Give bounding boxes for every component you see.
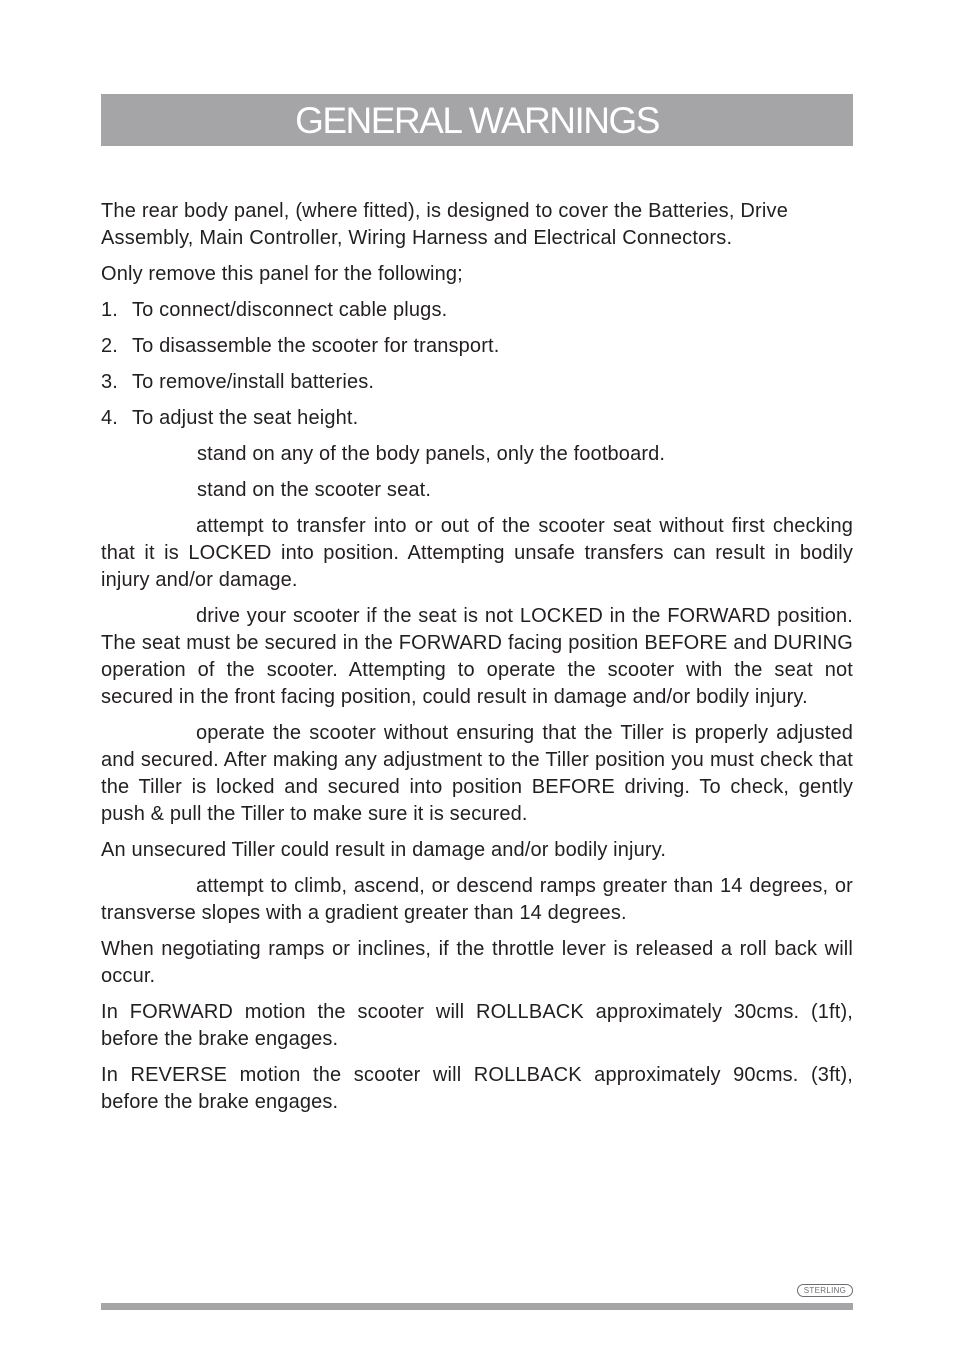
forward-rollback-paragraph: In FORWARD motion the scooter will ROLLBACK approximately 30cms. (1ft), before the brake engages. bbox=[101, 1001, 853, 1050]
remove-panel-paragraph: Only remove this panel for the following; bbox=[101, 263, 463, 285]
warning-ramps-text: attempt to climb, ascend, or descend ramps greater than 14 degrees, or transverse slopes with a gradient greater than 14 degrees. bbox=[101, 875, 853, 924]
intro-paragraph: The rear body panel, (where fitted), is designed to cover the Batteries, Drive Assembly, Main Controller, Wiring Harness and Electrical Connectors. bbox=[101, 200, 789, 249]
list-item-number: 2. bbox=[101, 335, 118, 357]
warning-seat: stand on the scooter seat. bbox=[197, 479, 432, 501]
page-title: GENERAL WARNINGS bbox=[295, 99, 659, 141]
footer-bar bbox=[101, 1303, 853, 1310]
warning-drive-seat-text: drive your scooter if the seat is not LOCKED in the FORWARD position. The seat must be secured in the FORWARD facing position BEFORE and DURING operation of the scooter. Attempting to operate the scooter with the seat not secured in the front facing position, could result in damage and/or bodily injury. bbox=[101, 605, 853, 708]
sterling-logo-text: STERLING bbox=[803, 1285, 847, 1295]
warning-tiller-text: operate the scooter without ensuring that the Tiller is properly adjusted and secured. After making any adjustment to the Tiller position you must check that the Tiller is locked and secured into position BEFORE driving. To check, gently push & pull the Tiller to make sure it is secured. bbox=[101, 722, 853, 825]
warning-transfer bbox=[101, 513, 853, 594]
list-item-number: 3. bbox=[101, 371, 118, 393]
warning-tiller bbox=[101, 720, 853, 828]
reverse-rollback-paragraph: In REVERSE motion the scooter will ROLLBACK approximately 90cms. (3ft), before the brake engages. bbox=[101, 1064, 853, 1113]
warning-body-panels: stand on any of the body panels, only the footboard. bbox=[197, 443, 666, 465]
warnings-content bbox=[101, 198, 853, 1125]
negotiating-ramps-paragraph: When negotiating ramps or inclines, if the throttle lever is released a roll back will occur. bbox=[101, 938, 853, 987]
list-item-number: 1. bbox=[101, 299, 118, 321]
list-item-text: To disassemble the scooter for transport. bbox=[132, 335, 500, 357]
list-item-text: To adjust the seat height. bbox=[132, 407, 359, 429]
unsecured-tiller-paragraph: An unsecured Tiller could result in damage and/or bodily injury. bbox=[101, 839, 667, 861]
warning-transfer-text: attempt to transfer into or out of the scooter seat without first checking that it is LOCKED into position. Attempting unsafe transfers can result in bodily injury and/or damage. bbox=[101, 515, 853, 591]
warning-drive-seat bbox=[101, 603, 853, 711]
header-bar bbox=[101, 94, 853, 146]
list-item bbox=[101, 297, 853, 324]
list-item bbox=[101, 333, 853, 360]
warning-ramps bbox=[101, 873, 853, 927]
list-item-number: 4. bbox=[101, 407, 118, 429]
list-item bbox=[101, 405, 853, 432]
list-item-text: To remove/install batteries. bbox=[132, 371, 375, 393]
list-item bbox=[101, 369, 853, 396]
list-item-text: To connect/disconnect cable plugs. bbox=[132, 299, 448, 321]
sterling-logo bbox=[797, 1284, 853, 1297]
